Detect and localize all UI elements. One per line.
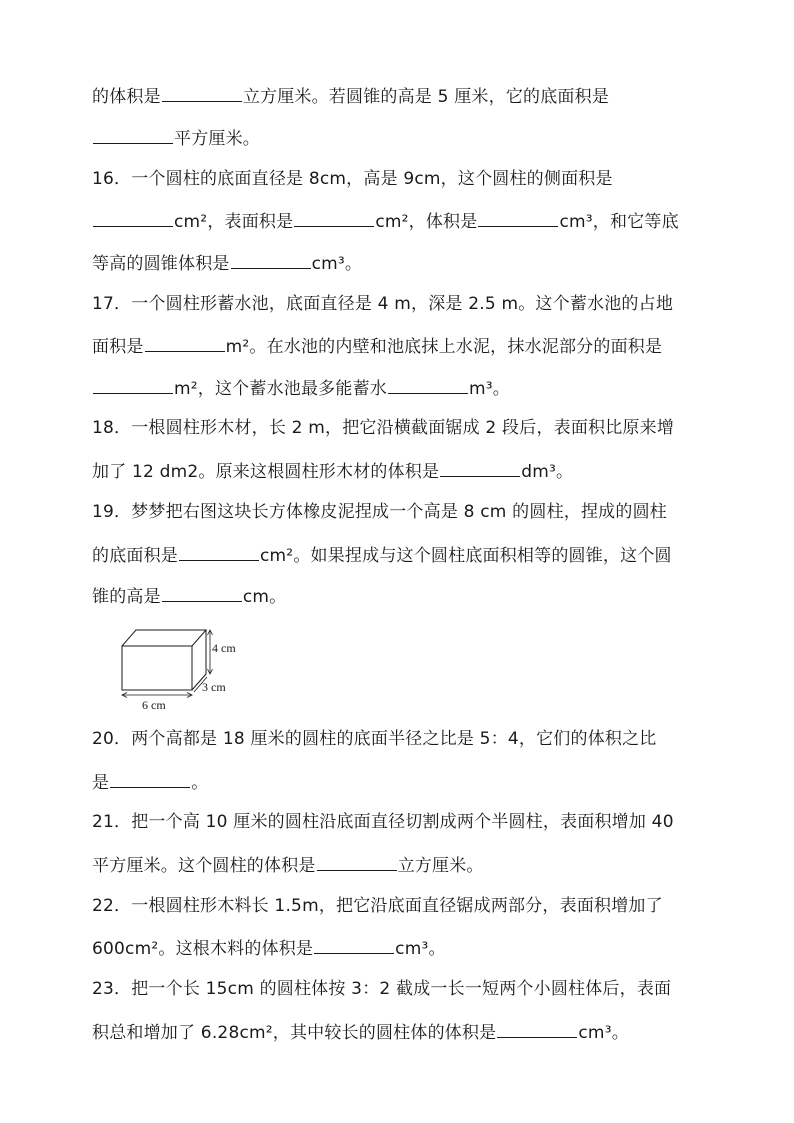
depth-label: 3 cm: [202, 680, 226, 694]
question-17-line-3: m²，这个蓄水池最多能蓄水 m³。: [92, 375, 510, 401]
question-17-line-2: 面积是 m²。在水池的内壁和池底抹上水泥，抹水泥部分的面积是: [92, 333, 662, 359]
question-19-line-2: 的底面积是 cm²。如果捏成与这个圆柱底面积相等的圆锥，这个圆: [92, 542, 672, 568]
question-21-line-2: 平方厘米。这个圆柱的体积是 立方厘米。: [92, 852, 484, 878]
answer-blank[interactable]: [294, 208, 374, 227]
height-label: 4 cm: [212, 641, 236, 655]
answer-blank[interactable]: [162, 583, 242, 602]
answer-blank[interactable]: [317, 852, 397, 871]
question-20-line-2: 是 。: [92, 769, 208, 795]
question-19-line-3: 锥的高是 cm。: [92, 583, 286, 609]
answer-blank[interactable]: [478, 208, 558, 227]
question-16-line-3: 等高的圆锥体积是 cm³。: [92, 250, 362, 276]
question-18-line-2: 加了 12 dm2。原来这根圆柱形木材的体积是 dm³。: [92, 458, 573, 484]
question-23-line-2: 积总和增加了 6.28cm²，其中较长的圆柱体的体积是 cm³。: [92, 1019, 629, 1045]
question-17-line-1: 17．一个圆柱形蓄水池，底面直径是 4 m，深是 2.5 m。这个蓄水池的占地: [92, 294, 674, 314]
answer-blank[interactable]: [93, 375, 173, 394]
length-label: 6 cm: [142, 698, 166, 712]
answer-blank[interactable]: [179, 542, 259, 561]
answer-blank[interactable]: [93, 208, 173, 227]
question-20-line-1: 20．两个高都是 18 厘米的圆柱的底面半径之比是 5：4，它们的体积之比: [92, 729, 657, 749]
answer-blank[interactable]: [162, 83, 242, 102]
question-22-line-1: 22．一根圆柱形木料长 1.5m，把它沿底面直径锯成两部分，表面积增加了: [92, 896, 663, 916]
answer-blank[interactable]: [231, 250, 311, 269]
question-16-line-2: cm²，表面积是 cm²，体积是 cm³，和它等底: [92, 208, 679, 234]
question-21-line-1: 21．把一个高 10 厘米的圆柱沿底面直径切割成两个半圆柱，表面积增加 40: [92, 812, 674, 832]
question-23-line-1: 23．把一个长 15cm 的圆柱体按 3：2 截成一长一短两个小圆柱体后，表面: [92, 979, 672, 999]
answer-blank[interactable]: [110, 769, 190, 788]
cuboid-figure: [112, 620, 262, 712]
answer-blank[interactable]: [440, 458, 520, 477]
question-22-line-2: 600cm²。这根木料的体积是 cm³。: [92, 935, 446, 961]
answer-blank[interactable]: [145, 333, 225, 352]
cuboid-diagram: [112, 620, 262, 712]
answer-blank[interactable]: [497, 1019, 577, 1038]
question-16-line-1: 16．一个圆柱的底面直径是 8cm，高是 9cm，这个圆柱的侧面积是: [92, 169, 613, 189]
question-15-continued-line-1: 的体积是 立方厘米。若圆锥的高是 5 厘米，它的底面积是: [92, 83, 609, 109]
question-15-continued-line-2: 平方厘米。: [92, 125, 260, 151]
cuboid-top-face: [122, 630, 206, 646]
answer-blank[interactable]: [388, 375, 468, 394]
cuboid-front-face: [122, 646, 192, 690]
answer-blank[interactable]: [93, 125, 173, 144]
answer-blank[interactable]: [314, 935, 394, 954]
question-19-line-1: 19．梦梦把右图这块长方体橡皮泥捏成一个高是 8 cm 的圆柱，捏成的圆柱: [92, 502, 667, 522]
question-18-line-1: 18．一根圆柱形木材，长 2 m，把它沿横截面锯成 2 段后，表面积比原来增: [92, 418, 675, 438]
